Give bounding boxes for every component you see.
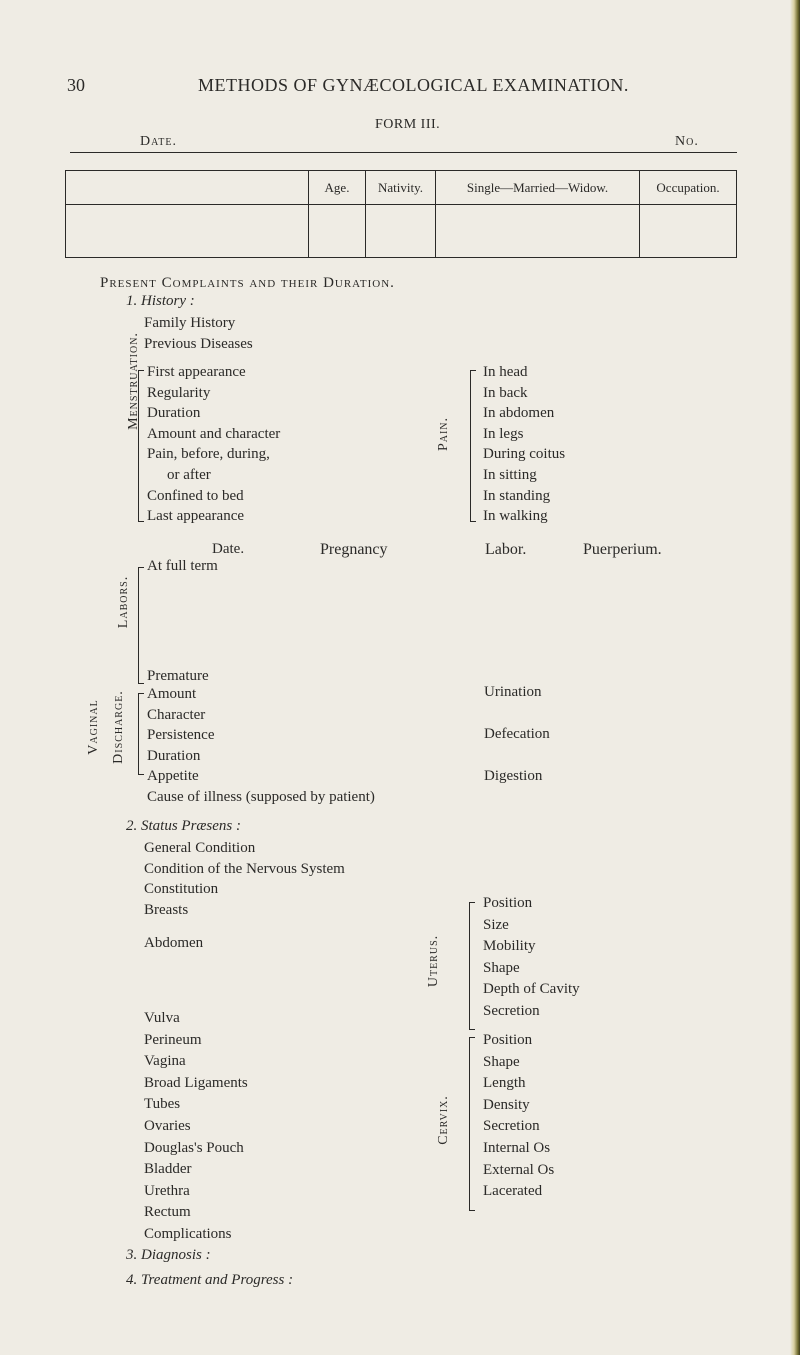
menstruation-brace <box>138 370 144 522</box>
menstruation-item: Duration <box>147 405 201 422</box>
history-item: Previous Diseases <box>144 335 253 352</box>
status-item: Constitution <box>144 881 219 898</box>
cervix-item: Shape <box>483 1053 520 1070</box>
pain-list <box>483 362 565 527</box>
status-label: 2. Status Præsens : <box>126 818 242 834</box>
pain-item: In legs <box>483 425 524 442</box>
pain-item: In back <box>483 384 528 401</box>
menstruation-item: Last appearance <box>147 508 245 525</box>
pain-item: In head <box>483 364 528 380</box>
uterus-item: Depth of Cavity <box>483 981 580 998</box>
status-item: General Condition <box>144 840 256 856</box>
pain-item: In abdomen <box>483 405 555 422</box>
uterus-brace <box>469 902 475 1030</box>
organ-item: Vagina <box>144 1053 186 1070</box>
diagnosis-label: 3. Diagnosis : <box>126 1247 211 1263</box>
discharge-list <box>147 684 214 766</box>
cervix-item: Length <box>483 1075 526 1092</box>
history-item: Family History <box>144 315 236 331</box>
discharge-brace <box>138 693 144 775</box>
menstruation-label: Menstruation. <box>126 332 141 430</box>
cervix-brace <box>469 1037 475 1211</box>
pain-item: In walking <box>483 508 548 525</box>
history-label: 1. History : <box>126 293 195 309</box>
labors-label: Labors. <box>116 575 131 629</box>
labors-premature: Premature <box>147 668 209 684</box>
labors-col-puerperium: Puerperium. <box>583 541 662 558</box>
organ-item: Urethra <box>144 1182 190 1199</box>
cervix-item: External Os <box>483 1161 555 1178</box>
organ-item: Tubes <box>144 1096 181 1113</box>
menstruation-item: Amount and character <box>147 425 281 442</box>
uterus-item: Position <box>483 895 533 911</box>
organ-item: Ovaries <box>144 1117 191 1134</box>
labors-brace <box>138 567 144 684</box>
col-age: Age. <box>309 171 366 205</box>
organ-item: Vulva <box>144 1010 180 1026</box>
menstruation-item: Regularity <box>147 384 211 401</box>
pain-brace <box>470 370 476 522</box>
cervix-item: Secretion <box>483 1118 540 1135</box>
date-line <box>70 152 737 153</box>
discharge-item: Duration <box>147 747 201 764</box>
cervix-item: Position <box>483 1032 533 1048</box>
labors-full-term: At full term <box>147 558 218 574</box>
discharge-label: Discharge. <box>111 690 126 764</box>
menstruation-item: First appearance <box>147 364 246 380</box>
treatment-label: 4. Treatment and Progress : <box>126 1272 294 1288</box>
organ-item: Douglas's Pouch <box>144 1139 244 1156</box>
organ-item: Bladder <box>144 1161 192 1178</box>
labors-col-pregnancy: Pregnancy <box>320 541 388 558</box>
form-title: FORM III. <box>375 117 441 132</box>
status-item: Condition of the Nervous System <box>144 860 345 877</box>
cause-of-illness: Cause of illness (supposed by patient) <box>147 789 375 805</box>
pain-item: In standing <box>483 487 551 504</box>
uterus-item: Mobility <box>483 938 536 955</box>
menstruation-list <box>147 362 280 527</box>
menstruation-item: Pain, before, during, <box>147 446 270 463</box>
col-marital: Single—Married—Widow. <box>436 171 640 205</box>
page-edge <box>790 0 800 1355</box>
col-nativity: Nativity. <box>366 171 436 205</box>
status-item: Breasts <box>144 901 189 918</box>
uterus-item: Size <box>483 916 509 933</box>
uterus-label: Uterus. <box>426 934 441 988</box>
organ-item: Complications <box>144 1225 232 1242</box>
discharge-item: Character <box>147 706 206 723</box>
organ-abdomen: Abdomen <box>144 935 204 951</box>
cervix-item: Internal Os <box>483 1139 551 1156</box>
no-label: No. <box>675 134 699 149</box>
labors-col-labor: Labor. <box>485 541 527 558</box>
uterus-list <box>483 893 580 1023</box>
cervix-list <box>483 1030 554 1203</box>
date-label: Date. <box>140 134 177 149</box>
organ-item: Rectum <box>144 1204 191 1221</box>
menstruation-item: Confined to bed <box>147 487 244 504</box>
vaginal-label: Vaginal <box>86 699 101 755</box>
cervix-label: Cervix. <box>436 1095 451 1145</box>
running-title: METHODS OF GYNÆCOLOGICAL EXAMINATION. <box>198 75 629 95</box>
uterus-item: Secretion <box>483 1002 540 1019</box>
organs-list <box>144 1008 248 1246</box>
status-items <box>144 838 345 920</box>
appetite: Appetite <box>147 768 199 784</box>
discharge-item: Persistence <box>147 727 215 744</box>
info-table <box>65 170 737 258</box>
cervix-item: Density <box>483 1096 530 1113</box>
organ-item: Broad Ligaments <box>144 1074 248 1091</box>
organ-item: Perineum <box>144 1031 202 1048</box>
discharge-item: Amount <box>147 686 197 702</box>
history-items <box>144 313 253 354</box>
complaints-heading: Present Complaints and their Duration. <box>100 275 395 291</box>
col-occupation: Occupation. <box>640 171 737 205</box>
cervix-item: Lacerated <box>483 1183 543 1200</box>
pain-item: During coitus <box>483 446 566 463</box>
pain-item: In sitting <box>483 466 537 483</box>
labors-col-date: Date. <box>212 541 245 557</box>
pain-label: Pain. <box>436 416 451 452</box>
page-number: 30 <box>67 75 85 95</box>
digestion: Digestion <box>484 768 543 784</box>
uterus-item: Shape <box>483 959 520 976</box>
defecation: Defecation <box>484 726 550 742</box>
urination: Urination <box>484 684 542 700</box>
menstruation-item: or after <box>167 466 211 483</box>
